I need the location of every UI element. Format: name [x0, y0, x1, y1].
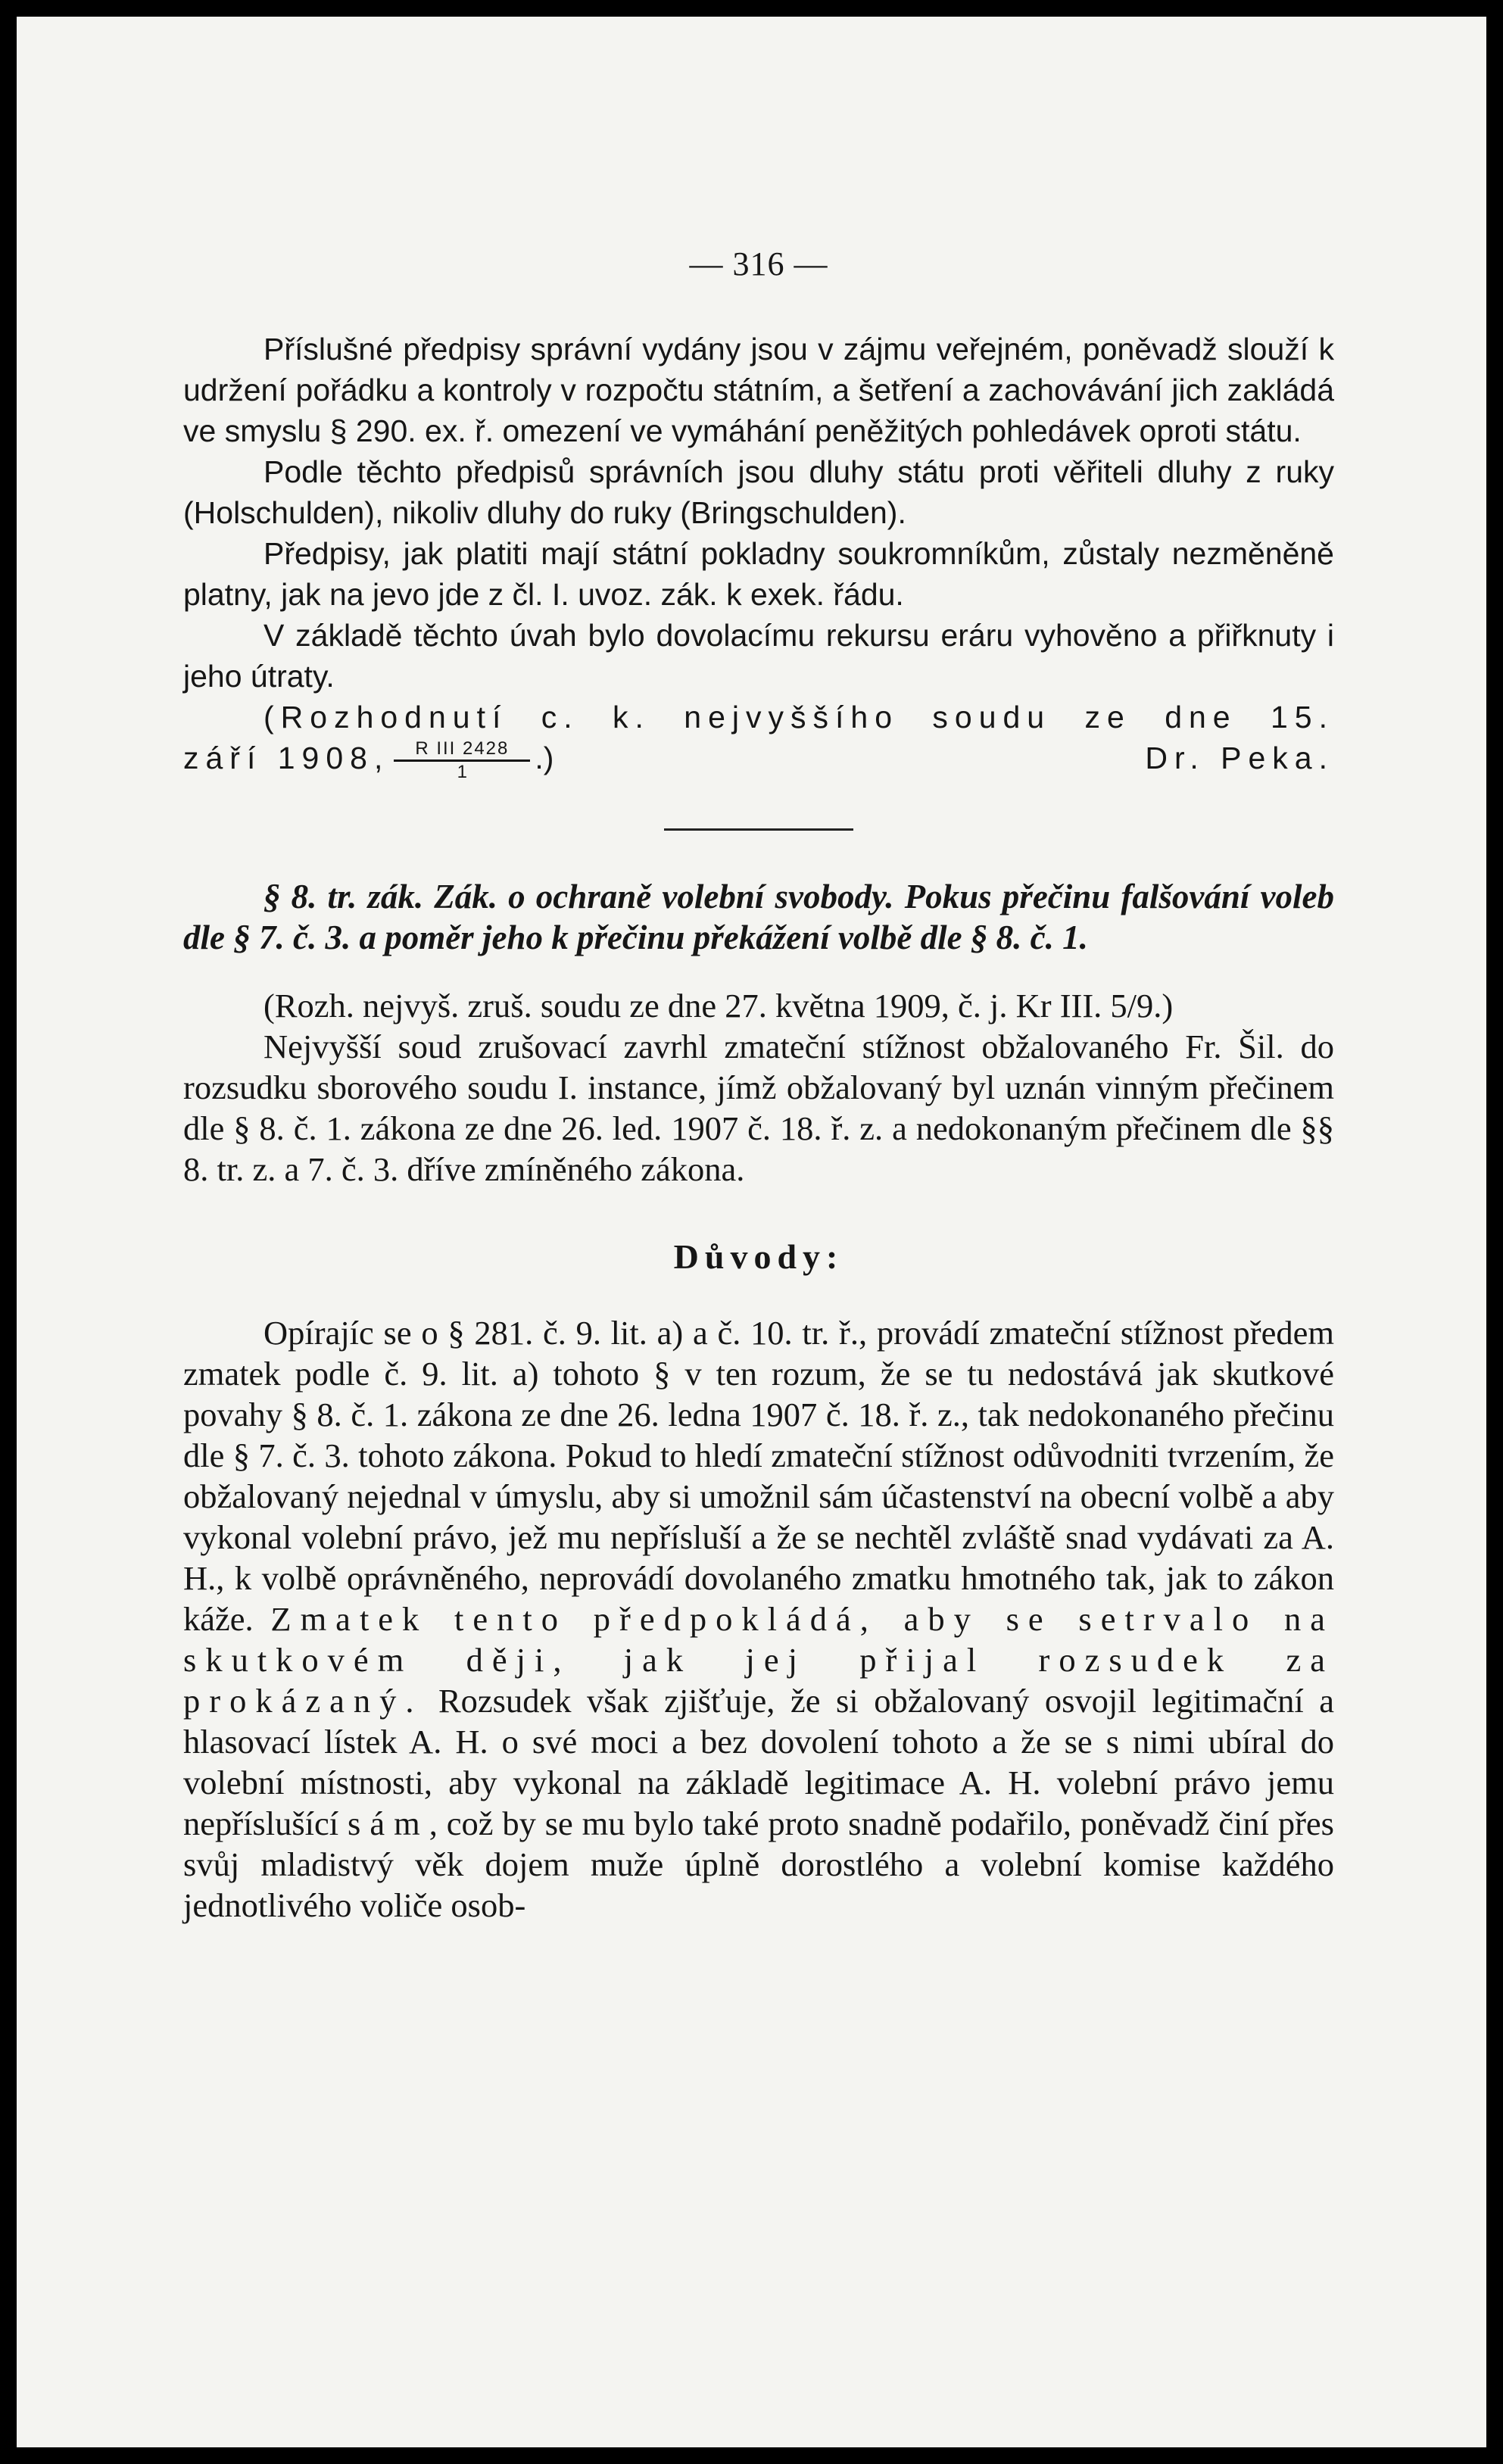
page-content — [183, 244, 1334, 1926]
case-number-fraction — [394, 740, 530, 781]
emphasis-sam: sám — [348, 1804, 429, 1842]
reasons-paragraph — [183, 1312, 1334, 1926]
case-heading-title: § 8. tr. zák. Zák. o ochraně volební svobody. — [263, 877, 894, 915]
case-number-denominator: 1 — [457, 761, 468, 782]
paragraph: V základě těchto úvah bylo dovolacímu rekursu eráru vyhověno a přiřknuty i jeho útraty. — [183, 618, 1334, 694]
paragraph: Příslušné předpisy správní vydány jsou v zájmu veřejném, poněvadž slouží k udržení pořádku a kontroly v rozpočtu státním, a šetření a zachovávání jich zakládá ve smyslu § 290. ex. ř. omezení ve vymáhání peněžitých pohledávek oproti státu. — [183, 332, 1334, 448]
reasons-text: Opírajíc se o § 281. č. 9. lit. a) a č. 10. tr. ř., provádí zmateční stížnost předem zmatek podle č. 9. lit. a) tohoto § v ten rozum, že se tu nedostává jak skutkové povahy § 8. č. 1. zákona ze dne 26. ledna 1907 č. 18. ř. z., tak nedokonaného přečinu dle § 7. č. 3. tohoto zákona. Pokud to hledí zmateční stížnost odůvodniti tvrzením, že obžalovaný nejednal v úmyslu, aby si umožnil sám účastenství na obecní volbě a aby vykonal volební právo, jež mu nepřísluší a že se nechtěl zvláště snad vydávati za A. H., k volbě oprávněného, neprovádí dovolaného zmatku hmotného tak, jak to zákon káže. — [183, 1313, 1334, 1638]
section-case-heading — [183, 876, 1334, 1190]
reasons-text-end: , což by se mu bylo také proto snadně podařilo, poněvadž činí přes svůj mladistvý věk dojem muže úplně dorostlého a volební komise každého jednotlivého voliče osob- — [183, 1804, 1334, 1924]
citation-date-group — [183, 738, 553, 781]
decision-citation — [183, 697, 1334, 781]
citation-close: .) — [535, 741, 554, 775]
reasons-spaced-text: Zmatek tento předpokládá, aby se setrvalo na skutkovém ději, jak jej přijal rozsudek za prokázaný. — [183, 1599, 1335, 1720]
section-decision-text — [183, 329, 1334, 781]
section-reasons — [183, 1312, 1334, 1926]
case-reference: (Rozh. nejvyš. zruš. soudu ze dne 27. května 1909, č. j. Kr III. 5/9.) — [263, 986, 1174, 1025]
paragraph: Nejvyšší soud zrušovací zavrhl zmateční stížnost obžalovaného Fr. Šil. do rozsudku sborového soudu I. instance, jímž obžalovaný byl uznán vinným přečinem dle § 8. č. 1. zákona ze dne 26. led. 1907 č. 18. ř. z. a nedokonaným přečinem dle §§ 8. tr. z. a 7. č. 3. dříve zmíněného zákona. — [183, 1027, 1334, 1188]
citation-date: září 1908, — [183, 741, 390, 775]
paragraph: Podle těchto předpisů správních jsou dluhy státu proti věřiteli dluhy z ruky (Holschulden), nikoliv dluhy do ruky (Bringschulden). — [183, 454, 1334, 530]
case-heading — [183, 876, 1334, 958]
citation-line-2 — [183, 738, 1334, 781]
reasons-text-continued: Rozsudek však zjišťuje, že si obžalovaný osvojil legitimační a hlasovací lístek A. H. o své moci a bez dovolení tohoto a že se s nimi ubíral do volební místnosti, aby vykonal na základě legitimace A. H. volební právo jemu nepříslušící — [183, 1681, 1334, 1842]
signature: Dr. Peka. — [1145, 741, 1334, 775]
page-number: — 316 — — [689, 245, 828, 282]
case-heading-subtitle: Pokus přečinu falšování voleb dle § 7. č. 3. a poměr jeho k přečinu překážení volbě dle § 8. č. 1. — [183, 877, 1335, 956]
section-divider — [664, 828, 853, 831]
citation-line-1: (Rozhodnutí c. k. nejvyššího soudu ze dne 15. — [263, 700, 1334, 735]
document-page — [17, 17, 1486, 2447]
case-number-numerator: R III 2428 — [394, 740, 530, 762]
reasons-title: Důvody: — [673, 1237, 844, 1276]
paragraph: Předpisy, jak platiti mají státní pokladny soukromníkům, zůstaly nezměněně platny, jak na jevo jde z čl. I. uvoz. zák. k exek. řádu. — [183, 536, 1334, 612]
